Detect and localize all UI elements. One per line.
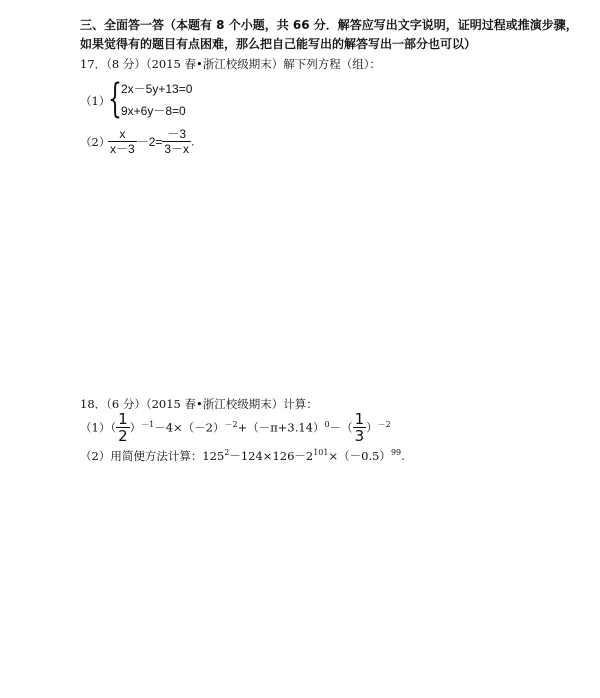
- q17-equation-1: 2x－5y+13=0: [121, 82, 193, 96]
- fraction-neg3-over-3-minus-x: $\frac{-3}{3-x}$: [164, 127, 190, 156]
- q17-part1-label: （1）: [80, 94, 111, 108]
- q17-part2-middle: －2=: [136, 135, 163, 149]
- q18-part2-expression: （2）用简便方法计算：$125^2-124\times 126-2^{101}\times(-0.5)^{99}$.: [80, 448, 405, 463]
- q17-equation-2: 9x+6y－8=0: [121, 104, 186, 118]
- q18-part1-expression: （1）（ $\frac{1}{2}$ ）$^{-1}-4\times(-2)^{-2}+(-\pi+3.14)^0-$（ $\frac{1}{3}$ ）$^{-2}$: [80, 410, 391, 445]
- fraction-one-half: $\frac{1}{2}$: [118, 410, 128, 445]
- fraction-x-over-x-minus-3: $\frac{x}{x-3}$: [110, 127, 135, 156]
- q17-part2-label: （2）: [80, 135, 111, 149]
- question-18-header: 18．（6 分）（2015 春•浙江校级期末）计算：: [80, 397, 318, 411]
- fraction-one-third: $\frac{1}{3}$: [354, 410, 365, 445]
- q17-part2-equation: $\frac{x}{x-3}$ －2= $\frac{-3}{3-x}$ .: [110, 127, 195, 156]
- equation-system-brace: {: [108, 76, 122, 122]
- section-header-line-1: 三、全面答一答（本题有 8 个小题，共 66 分．解答应写出文字说明，证明过程或推演步骤，: [80, 18, 578, 32]
- section-header-line-2: 如果觉得有的题目有点困难，那么把自己能写出的解答写出一部分也可以）: [80, 37, 477, 51]
- question-17-header: 17．（8 分）（2015 春•浙江校级期末）解下列方程（组）：: [80, 57, 382, 71]
